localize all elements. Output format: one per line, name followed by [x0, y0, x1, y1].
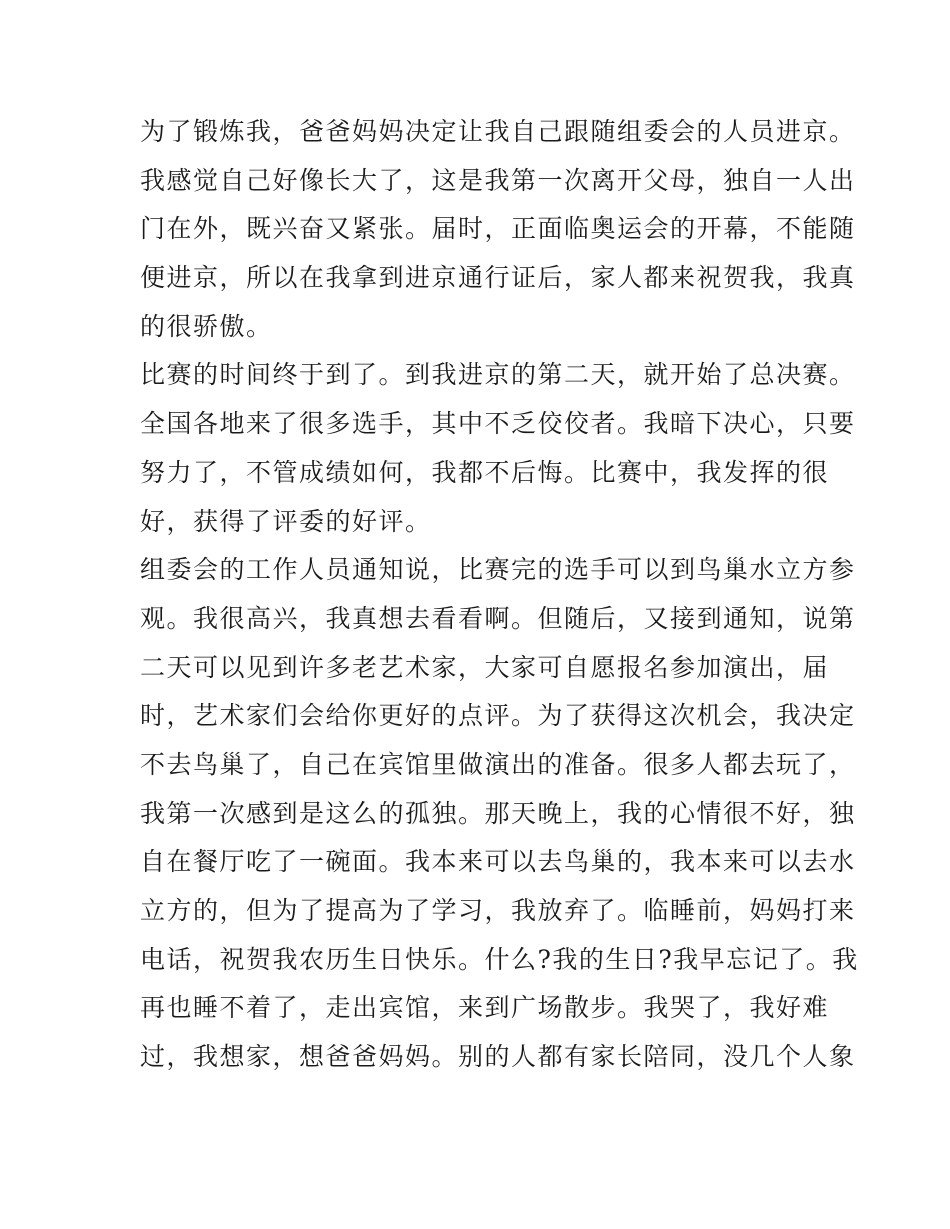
text-line: 为了锻炼我，爸爸妈妈决定让我自己跟随组委会的人员进京。 [140, 117, 856, 146]
text-line: 不去鸟巢了，自己在宾馆里做演出的准备。很多人都去玩了， [140, 749, 856, 779]
text-line: 好，获得了评委的好评。 [140, 506, 432, 536]
text-line: 时，艺术家们会给你更好的点评。为了获得这次机会，我决定 [140, 701, 856, 731]
text-line: 我第一次感到是这么的孤独。那天晚上，我的心情很不好，独 [140, 798, 856, 828]
text-line: 自在餐厅吃了一碗面。我本来可以去鸟巢的，我本来可以去水 [140, 847, 856, 877]
text-line: 便进京，所以在我拿到进京通行证后，家人都来祝贺我，我真 [140, 263, 856, 293]
text-line: 我感觉自己好像长大了，这是我第一次离开父母，独自一人出 [140, 165, 856, 195]
text-line: 再也睡不着了，走出宾馆，来到广场散步。我哭了，我好难 [140, 993, 830, 1023]
text-line: 全国各地来了很多选手，其中不乏佼佼者。我暗下决心，只要 [140, 409, 856, 439]
text-line: 门在外，既兴奋又紧张。届时，正面临奥运会的开幕，不能随 [140, 214, 856, 244]
text-line: 的很骄傲。 [140, 311, 273, 341]
body-text [140, 108, 859, 1082]
text-line: 过，我想家，想爸爸妈妈。别的人都有家长陪同，没几个人象 [140, 1042, 856, 1072]
text-line: 比赛的时间终于到了。到我进京的第二天，就开始了总决赛。 [140, 360, 856, 390]
text-line: 组委会的工作人员通知说，比赛完的选手可以到鸟巢水立方参 [140, 555, 856, 585]
text-line: 二天可以见到许多老艺术家，大家可自愿报名参加演出，届 [140, 652, 830, 682]
text-line: 努力了，不管成绩如何，我都不后悔。比赛中，我发挥的很 [140, 457, 830, 487]
text-line: 观。我很高兴，我真想去看看啊。但随后，又接到通知，说第 [140, 603, 856, 633]
text-line: 电话，祝贺我农历生日快乐。什么?我的生日?我早忘记了。我 [140, 944, 859, 974]
text-line: 立方的，但为了提高为了学习，我放弃了。临睡前，妈妈打来 [140, 896, 856, 925]
